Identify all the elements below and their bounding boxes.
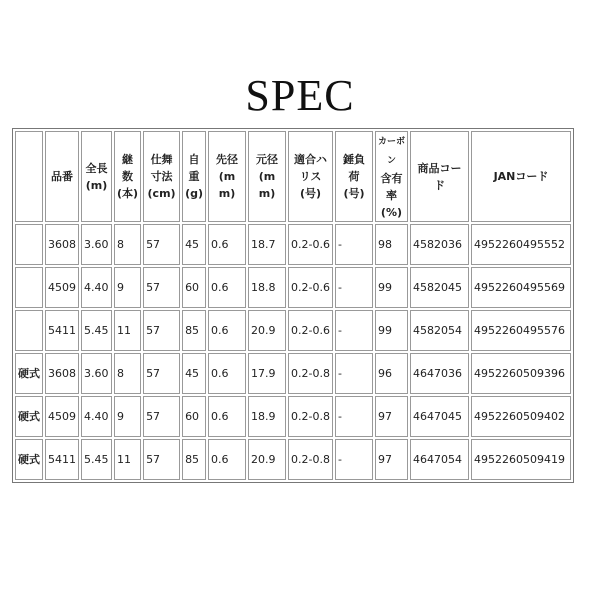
row-product-code-cell: 4647045 xyxy=(410,396,469,437)
row-length-cell: 3.60 xyxy=(81,353,112,394)
row-tip-diameter-cell: 0.6 xyxy=(208,224,246,265)
row-sections-cell: 9 xyxy=(114,396,141,437)
row-closed-length-cell: 57 xyxy=(143,224,180,265)
page-title: SPEC xyxy=(245,71,355,120)
row-code-cell: 3608 xyxy=(45,353,79,394)
row-closed-length-cell: 57 xyxy=(143,310,180,351)
row-tip-diameter-cell: 0.6 xyxy=(208,439,246,480)
row-product-code-cell: 4582045 xyxy=(410,267,469,308)
row-kind-cell: 硬式 xyxy=(15,353,43,394)
row-jan-cell: 4952260509402 xyxy=(471,396,571,437)
header-jan: JANコード xyxy=(471,131,571,222)
row-weight-cell: 85 xyxy=(182,310,206,351)
row-jan-cell: 4952260509419 xyxy=(471,439,571,480)
spec-table xyxy=(12,128,574,483)
header-tip-diameter: 先径(mm) xyxy=(208,131,246,222)
row-sections-cell: 8 xyxy=(114,353,141,394)
row-jan-cell: 4952260495552 xyxy=(471,224,571,265)
row-code-cell: 5411 xyxy=(45,310,79,351)
row-closed-length-cell: 57 xyxy=(143,439,180,480)
header-carbon-rest: 含有率(%) xyxy=(380,172,403,219)
header-row xyxy=(15,131,571,222)
table-row xyxy=(15,310,571,351)
row-sinker-cell: - xyxy=(335,267,373,308)
row-closed-length-cell: 57 xyxy=(143,267,180,308)
header-length: 全長(m) xyxy=(81,131,112,222)
row-butt-diameter-cell: 18.7 xyxy=(248,224,286,265)
row-harris-cell: 0.2-0.6 xyxy=(288,267,333,308)
header-weight: 自重(g) xyxy=(182,131,206,222)
row-sections-cell: 11 xyxy=(114,439,141,480)
row-kind-cell xyxy=(15,310,43,351)
row-carbon-cell: 99 xyxy=(375,310,408,351)
row-harris-cell: 0.2-0.8 xyxy=(288,439,333,480)
row-closed-length-cell: 57 xyxy=(143,396,180,437)
row-length-cell: 5.45 xyxy=(81,439,112,480)
row-butt-diameter-cell: 17.9 xyxy=(248,353,286,394)
row-carbon-cell: 97 xyxy=(375,396,408,437)
row-butt-diameter-cell: 20.9 xyxy=(248,310,286,351)
row-product-code-cell: 4647054 xyxy=(410,439,469,480)
header-closed-length: 仕舞寸法(cm) xyxy=(143,131,180,222)
row-harris-cell: 0.2-0.8 xyxy=(288,396,333,437)
row-tip-diameter-cell: 0.6 xyxy=(208,396,246,437)
row-weight-cell: 85 xyxy=(182,439,206,480)
row-closed-length-cell: 57 xyxy=(143,353,180,394)
row-weight-cell: 45 xyxy=(182,224,206,265)
row-butt-diameter-cell: 20.9 xyxy=(248,439,286,480)
row-sinker-cell: - xyxy=(335,439,373,480)
row-sinker-cell: - xyxy=(335,310,373,351)
row-butt-diameter-cell: 18.8 xyxy=(248,267,286,308)
row-tip-diameter-cell: 0.6 xyxy=(208,310,246,351)
row-carbon-cell: 97 xyxy=(375,439,408,480)
header-kind xyxy=(15,131,43,222)
row-length-cell: 5.45 xyxy=(81,310,112,351)
row-length-cell: 4.40 xyxy=(81,396,112,437)
row-kind-cell: 硬式 xyxy=(15,396,43,437)
row-jan-cell: 4952260509396 xyxy=(471,353,571,394)
table-row xyxy=(15,353,571,394)
row-jan-cell: 4952260495569 xyxy=(471,267,571,308)
row-harris-cell: 0.2-0.6 xyxy=(288,224,333,265)
row-weight-cell: 60 xyxy=(182,396,206,437)
row-jan-cell: 4952260495576 xyxy=(471,310,571,351)
row-carbon-cell: 96 xyxy=(375,353,408,394)
table-row xyxy=(15,224,571,265)
row-butt-diameter-cell: 18.9 xyxy=(248,396,286,437)
row-sinker-cell: - xyxy=(335,353,373,394)
row-kind-cell xyxy=(15,267,43,308)
row-harris-cell: 0.2-0.8 xyxy=(288,353,333,394)
row-sections-cell: 8 xyxy=(114,224,141,265)
row-kind-cell: 硬式 xyxy=(15,439,43,480)
row-sections-cell: 11 xyxy=(114,310,141,351)
row-product-code-cell: 4582054 xyxy=(410,310,469,351)
header-carbon-top: カーボン xyxy=(377,137,405,166)
header-harris: 適合ハリス(号) xyxy=(288,131,333,222)
row-carbon-cell: 98 xyxy=(375,224,408,265)
row-weight-cell: 45 xyxy=(182,353,206,394)
row-weight-cell: 60 xyxy=(182,267,206,308)
row-code-cell: 3608 xyxy=(45,224,79,265)
table-row xyxy=(15,439,571,480)
header-carbon xyxy=(375,131,408,222)
row-harris-cell: 0.2-0.6 xyxy=(288,310,333,351)
row-carbon-cell: 99 xyxy=(375,267,408,308)
row-kind-cell xyxy=(15,224,43,265)
row-product-code-cell: 4582036 xyxy=(410,224,469,265)
row-tip-diameter-cell: 0.6 xyxy=(208,353,246,394)
table-row xyxy=(15,267,571,308)
row-code-cell: 5411 xyxy=(45,439,79,480)
row-tip-diameter-cell: 0.6 xyxy=(208,267,246,308)
row-sinker-cell: - xyxy=(335,224,373,265)
header-code: 品番 xyxy=(45,131,79,222)
header-sections: 継数(本) xyxy=(114,131,141,222)
row-product-code-cell: 4647036 xyxy=(410,353,469,394)
row-sinker-cell: - xyxy=(335,396,373,437)
row-length-cell: 4.40 xyxy=(81,267,112,308)
header-sinker: 錘負荷(号) xyxy=(335,131,373,222)
header-butt-diameter: 元径(mm) xyxy=(248,131,286,222)
row-code-cell: 4509 xyxy=(45,267,79,308)
row-sections-cell: 9 xyxy=(114,267,141,308)
table-row xyxy=(15,396,571,437)
row-code-cell: 4509 xyxy=(45,396,79,437)
row-length-cell: 3.60 xyxy=(81,224,112,265)
header-product-code: 商品コード xyxy=(410,131,469,222)
spec-table-body xyxy=(15,224,571,480)
